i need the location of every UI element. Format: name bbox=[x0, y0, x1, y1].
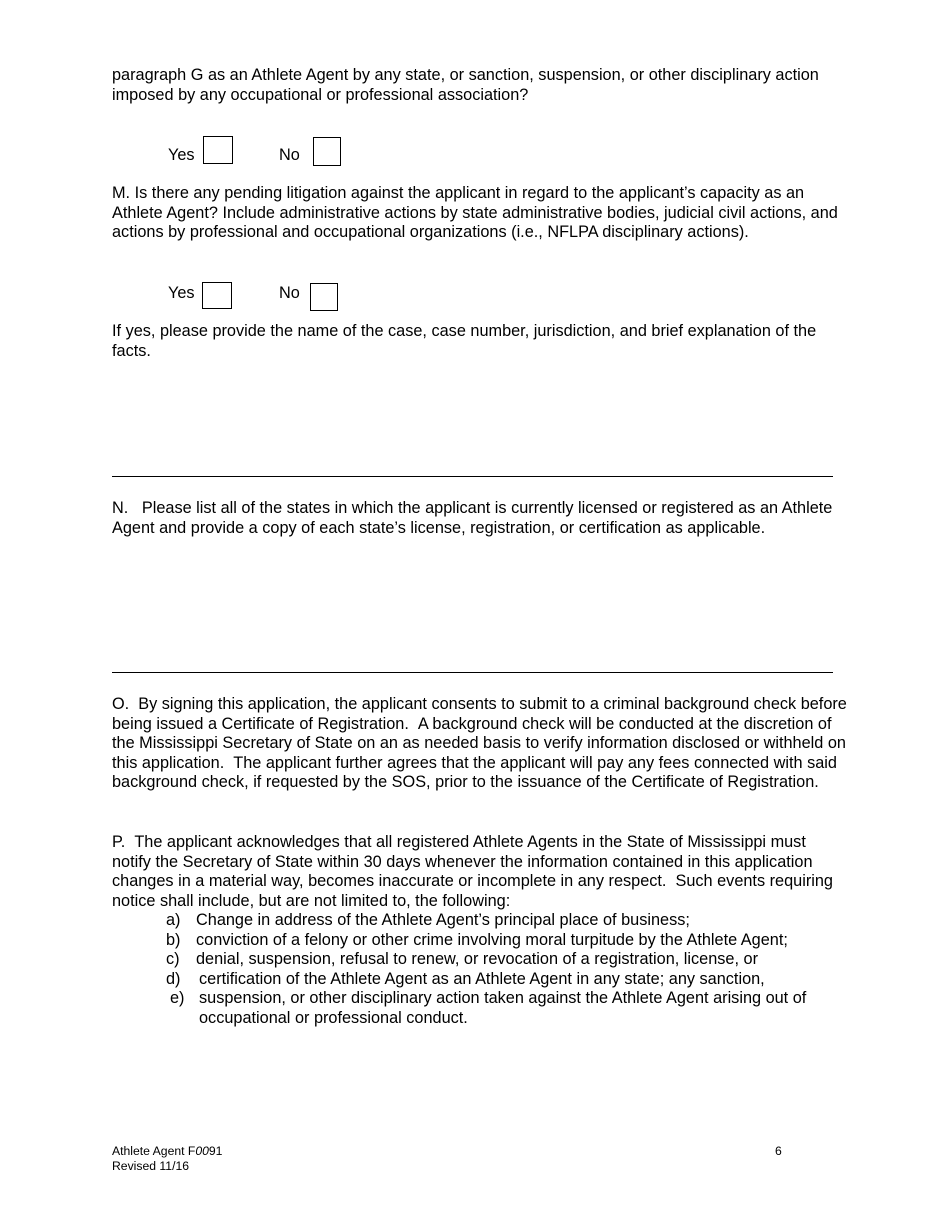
section-l-no-label: No bbox=[279, 146, 300, 164]
footer-revised: Revised 11/16 bbox=[112, 1159, 190, 1173]
section-l-yes-checkbox[interactable] bbox=[203, 136, 233, 164]
section-l-text: paragraph G as an Athlete Agent by any state, or sanction, suspension, or other disciplinary action imposed by any occupational or professional association? bbox=[112, 66, 819, 104]
page-number: 6 bbox=[775, 1144, 782, 1158]
section-m-no-label: No bbox=[279, 284, 300, 302]
list-item-text: certification of the Athlete Agent as an Athlete Agent in any state; any sanction, bbox=[199, 969, 765, 988]
list-item-marker: c) bbox=[166, 950, 180, 969]
section-l-yes-label: Yes bbox=[168, 146, 195, 164]
list-item bbox=[166, 950, 856, 970]
list-item-marker: a) bbox=[166, 911, 181, 929]
section-n-answer-line[interactable] bbox=[112, 672, 833, 673]
list-item bbox=[166, 1009, 856, 1029]
section-l-no-checkbox[interactable] bbox=[313, 137, 341, 166]
section-m-answer-line[interactable] bbox=[112, 476, 833, 477]
list-item-marker: e) bbox=[170, 989, 185, 1008]
list-item-text: suspension, or other disciplinary action taken against the Athlete Agent arising out of bbox=[199, 989, 807, 1008]
section-o-text: O. By signing this application, the applicant consents to submit to a criminal background check before being issued a Certificate of Registration. A background check will be conducted at the discretion of the Mississippi Secretary of State on an as needed basis to verify information disclosed or withheld on this application. The applicant further agrees that the applicant will pay any fees connected with said background check, if requested by the SOS, prior to the issuance of the Certificate of Registration. bbox=[112, 695, 847, 792]
list-item bbox=[166, 989, 856, 1009]
list-item-marker: d) bbox=[166, 969, 181, 988]
footer-form-id-suffix: 91 bbox=[208, 1144, 223, 1158]
footer-form-id-italic: 00 bbox=[195, 1144, 209, 1158]
list-item-text: Change in address of the Athlete Agent’s principal place of business; bbox=[196, 911, 690, 929]
footer-form-id bbox=[112, 1144, 222, 1159]
list-item-text: occupational or professional conduct. bbox=[199, 1008, 468, 1027]
list-item-text: conviction of a felony or other crime involving moral turpitude by the Athlete Agent; bbox=[196, 930, 788, 949]
list-item-text: denial, suspension, refusal to renew, or revocation of a registration, license, or bbox=[196, 950, 759, 969]
section-n-text: N. Please list all of the states in which the applicant is currently licensed or registered as an Athlete Agent and provide a copy of each state’s license, registration, or certification as applicable. bbox=[112, 499, 833, 537]
footer-form-id-prefix: Athlete Agent F bbox=[112, 1144, 196, 1158]
section-m-followup: If yes, please provide the name of the case, case number, jurisdiction, and brief explanation of the facts. bbox=[112, 322, 817, 360]
section-m-text: M. Is there any pending litigation against the applicant in regard to the applicant’s capacity as an Athlete Agent? Include administrative actions by state administrative bodies, judicial civil actions, and actions by professional and occupational organizations (i.e., NFLPA disciplinary actions). bbox=[112, 184, 838, 242]
section-m-yes-checkbox[interactable] bbox=[202, 282, 232, 309]
section-m-no-checkbox[interactable] bbox=[310, 283, 338, 311]
list-item bbox=[166, 970, 856, 990]
section-p-text: P. The applicant acknowledges that all registered Athlete Agents in the State of Mississippi must notify the Secretary of State within 30 days whenever the information contained in this application changes in a material way, becomes inaccurate or incomplete in any respect. Such events requiring notice shall include, but are not limited to, the following: bbox=[112, 833, 833, 910]
list-item-marker: b) bbox=[166, 930, 181, 949]
section-p-list bbox=[166, 911, 856, 1029]
list-item bbox=[166, 911, 856, 931]
section-m-yes-label: Yes bbox=[168, 284, 195, 302]
list-item bbox=[166, 931, 856, 951]
